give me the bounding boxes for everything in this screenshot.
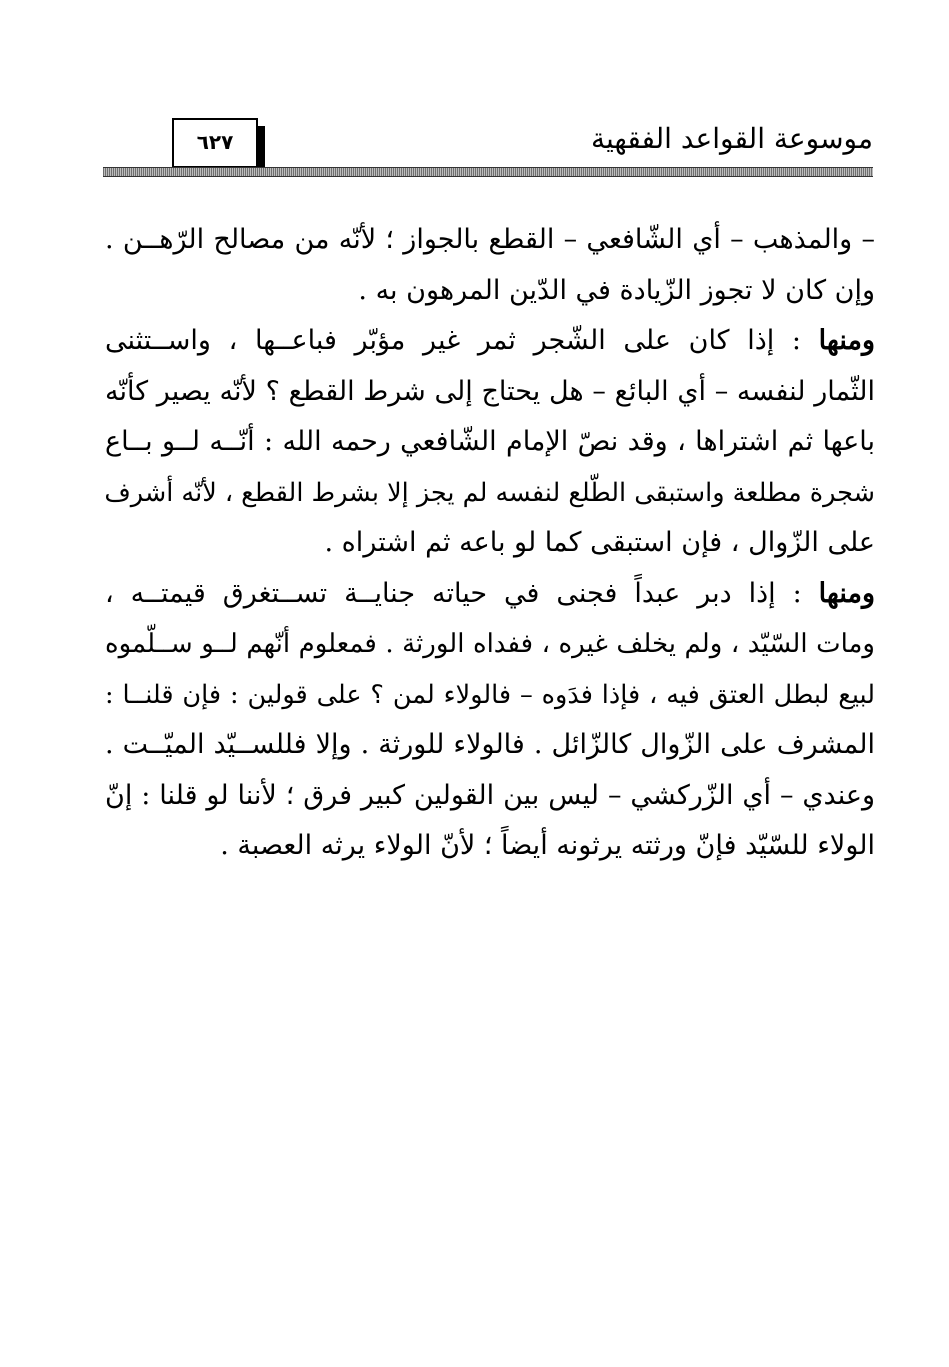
text-line: لبيع لبطل العتق فيه ، فإذا فدَوه – فالولاء لمن ؟ على قولين : فإن قلنــا : <box>105 679 875 710</box>
page-number-box <box>172 118 258 168</box>
page-number: ٦٢٧ <box>196 130 234 154</box>
text-line: المشرف على الزّوال كالزّائل . فالولاء للورثة . وإلا فللســيّد الميّــت . <box>105 729 875 760</box>
text-line: باعها ثم اشتراها ، وقد نصّ الإمام الشّافعي رحمه الله : أنّــه لــو بــاع <box>105 426 875 457</box>
text-line: وعندي – أي الزّركشي – ليس بين القولين كبير فرق ؛ لأننا لو قلنا : إنّ <box>105 779 875 811</box>
header-rule <box>103 167 873 177</box>
text-line: ومات السّيّد ، ولم يخلف غيره ، ففداه الورثة . فمعلوم أنّهم لــو ســلّموه <box>105 629 875 659</box>
text-line: ومنها : إذا كان على الشّجر ثمر غير مؤبّر فباعــها ، واســتثنى <box>105 325 875 356</box>
text-line: الثّمار لنفسه – أي البائع – هل يحتاج إلى شرط القطع ؟ لأنّه يصير كأنّه <box>105 375 875 407</box>
book-title: موسوعة القواعد الفقهية <box>590 122 873 155</box>
text-line: – والمذهب – أي الشّافعي – القطع بالجواز ؛ لأنّه من مصالح الرّهــن . <box>105 224 875 255</box>
text-line: على الزّوال ، فإن استبقى كما لو باعه ثم اشتراه . <box>324 527 875 558</box>
body-text <box>105 215 875 872</box>
text-line: شجرة مطلعة واستبقى الطّلع لنفسه لم يجز إلا بشرط القطع ، لأنّه أشرف <box>104 477 875 508</box>
keyword-minha: ومنها <box>818 577 875 609</box>
text-line: وإن كان لا تجوز الزّيادة في الدّين المرهون به . <box>358 274 875 306</box>
text-line: ومنها : إذا دبر عبداً فجنى في حياته جنايــة تســتغرق قيمتــه ، <box>105 577 875 609</box>
keyword-minha: ومنها <box>818 325 875 356</box>
text-line: الولاء للسّيّد فإنّ ورثته يرثونه أيضاً ؛ لأنّ الولاء يرثه العصبة . <box>220 830 875 861</box>
